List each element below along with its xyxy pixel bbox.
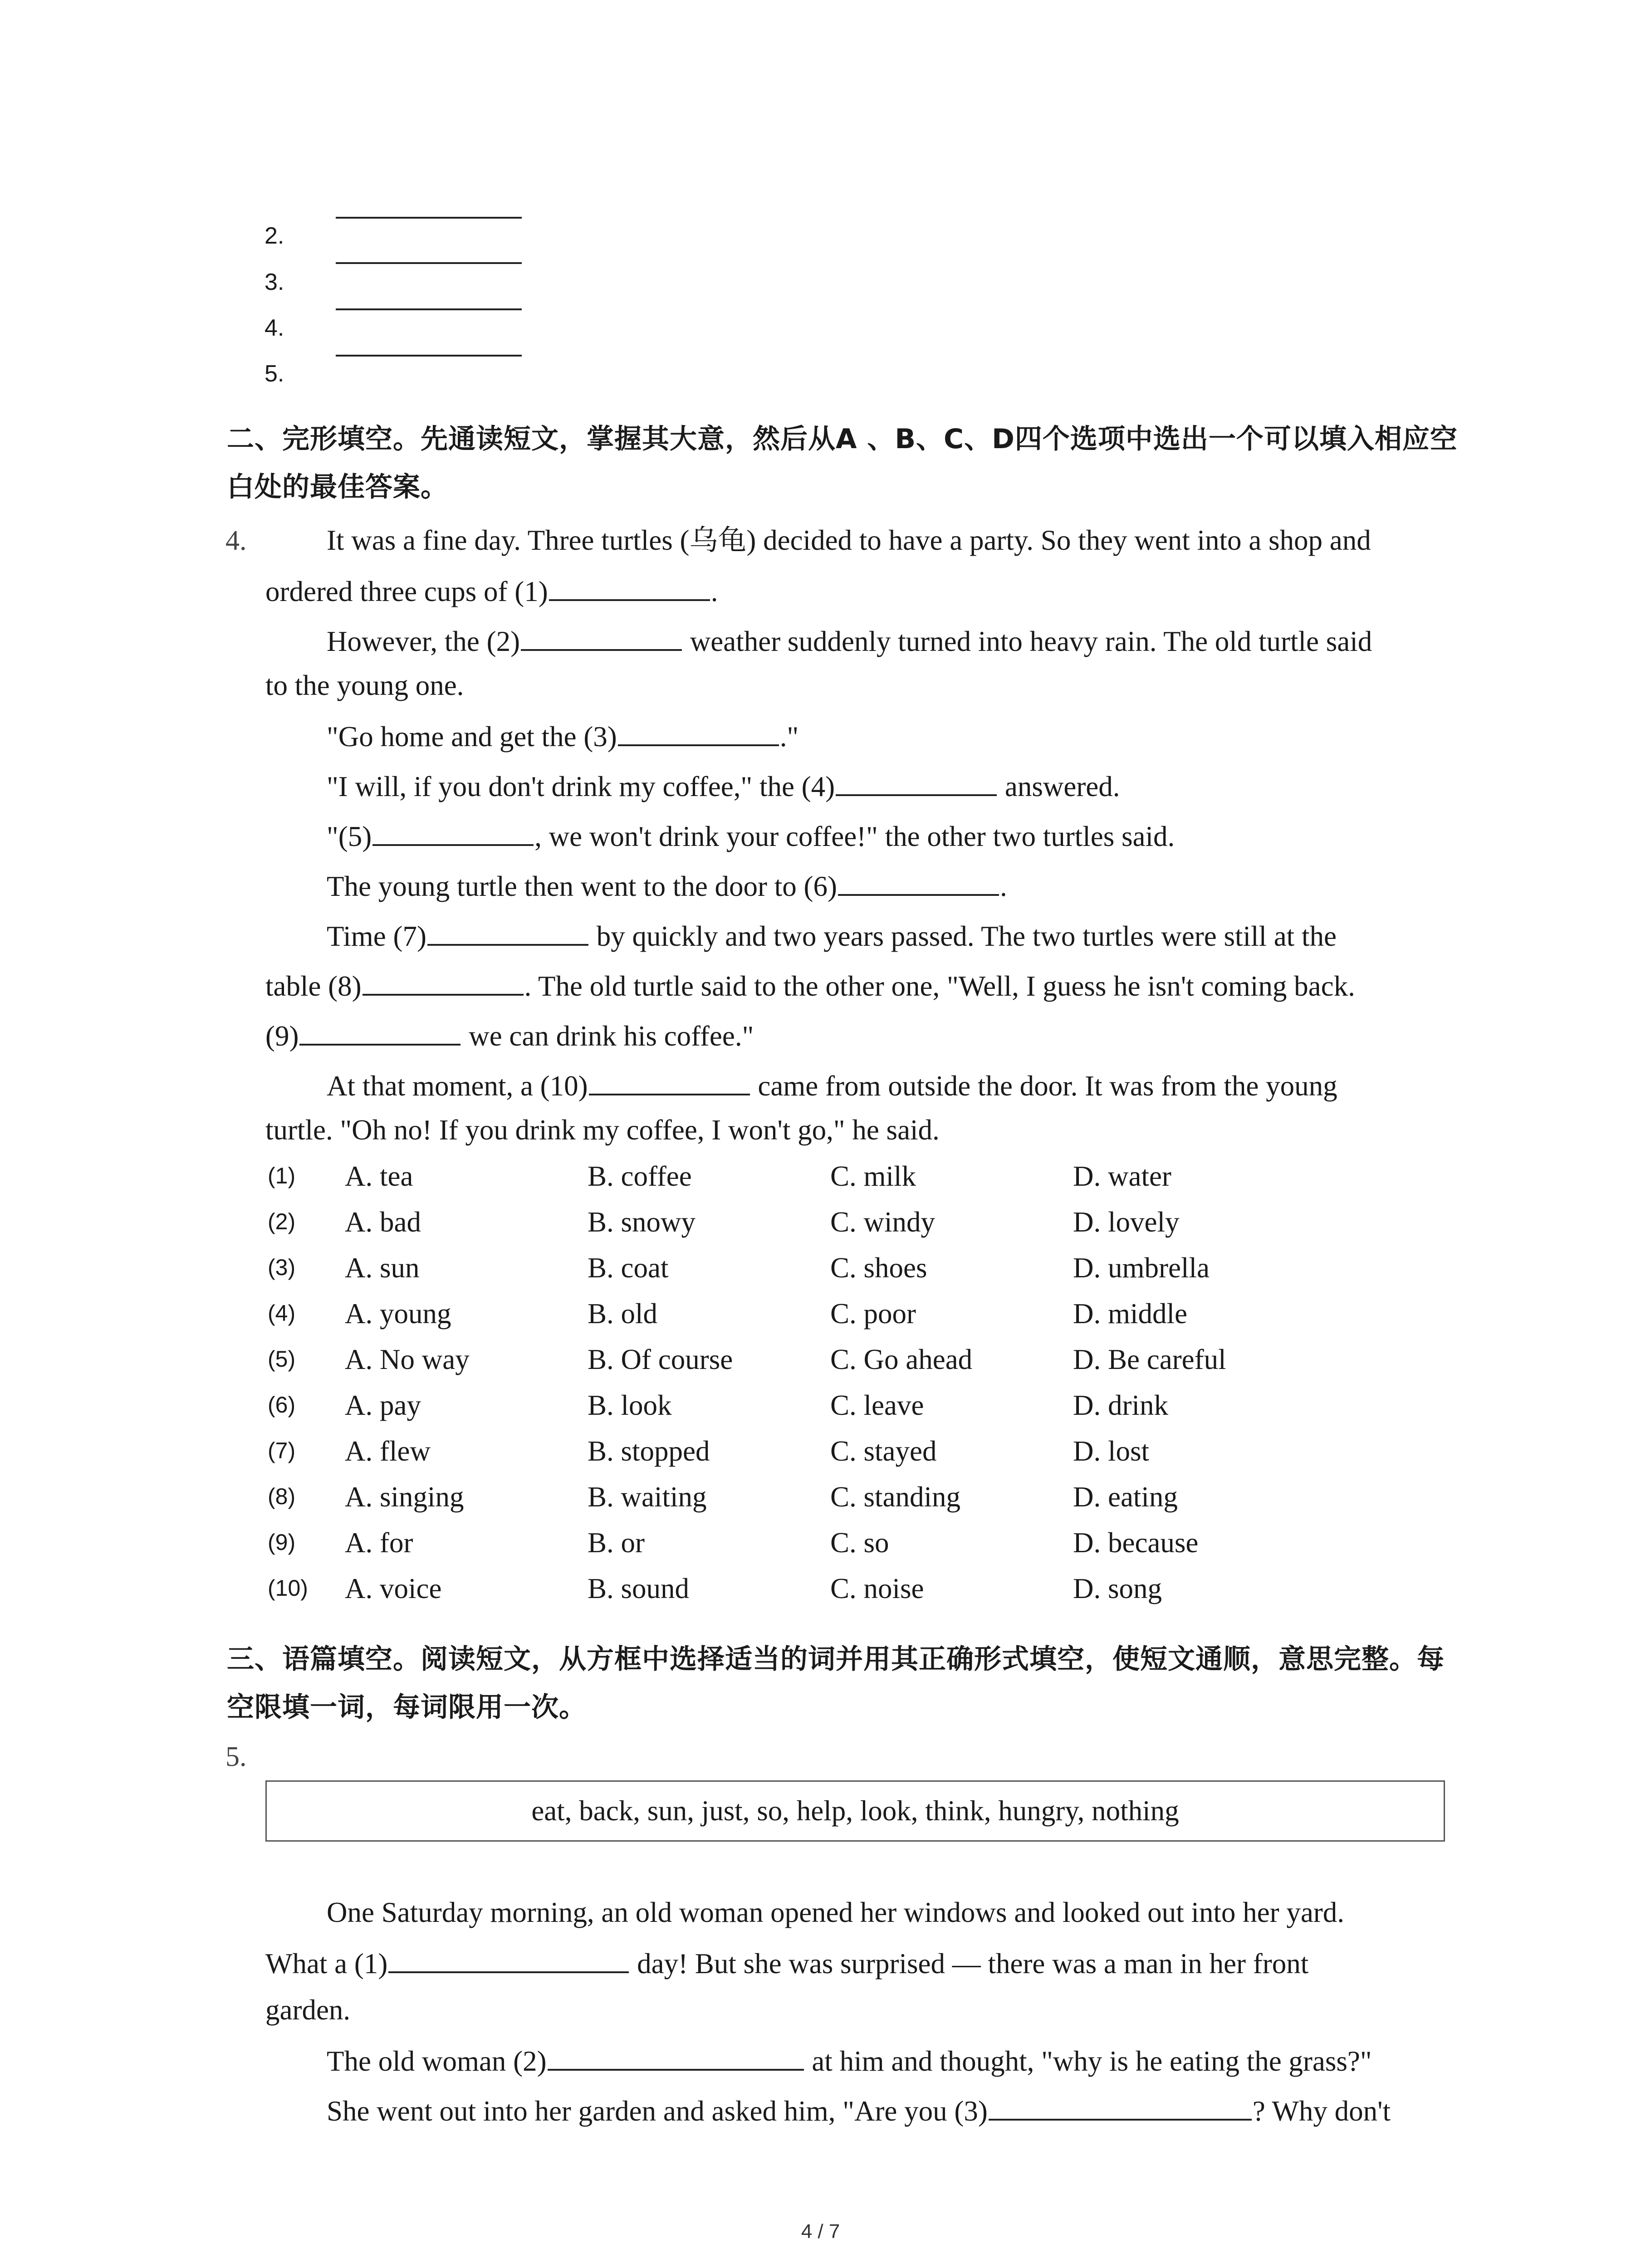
answer-blank[interactable]: [362, 968, 524, 996]
option-d[interactable]: D. middle: [1073, 1298, 1187, 1330]
option-d[interactable]: D. because: [1073, 1527, 1199, 1559]
answer-blank[interactable]: [388, 1946, 629, 1973]
passage-line: "(5) , we won't drink your coffee!" the other two turtles said.: [327, 819, 1175, 853]
passage-line: garden.: [265, 1994, 351, 2026]
passage-line: turtle. "Oh no! If you drink my coffee, I won't go," he said.: [265, 1114, 940, 1146]
blank-number: 4.: [265, 315, 284, 341]
option-a[interactable]: A. No way: [345, 1344, 470, 1375]
passage-line: What a (1) day! But she was surprised — there was a man in her front: [265, 1946, 1308, 1980]
option-row-label: (6): [268, 1392, 296, 1418]
answer-blank[interactable]: [521, 624, 682, 651]
answer-blank[interactable]: [299, 1018, 460, 1046]
answer-blank[interactable]: [336, 308, 522, 310]
answer-blank[interactable]: [589, 1068, 750, 1095]
option-row-label: (5): [268, 1346, 296, 1372]
option-c[interactable]: C. leave: [830, 1389, 924, 1421]
option-a[interactable]: A. tea: [345, 1160, 413, 1192]
answer-blank[interactable]: [548, 2043, 804, 2071]
option-a[interactable]: A. young: [345, 1298, 451, 1330]
option-c[interactable]: C. stayed: [830, 1435, 937, 1467]
passage-line: She went out into her garden and asked him, "Are you (3) ? Why don't: [327, 2093, 1391, 2127]
passage-line: However, the (2) weather suddenly turned into heavy rain. The old turtle said: [327, 624, 1372, 658]
option-b[interactable]: B. coffee: [588, 1160, 692, 1192]
answer-blank[interactable]: [838, 869, 999, 896]
passage-line: (9) we can drink his coffee.": [265, 1018, 754, 1052]
answer-blank[interactable]: [989, 2093, 1252, 2121]
option-a[interactable]: A. singing: [345, 1481, 464, 1513]
option-row-label: (9): [268, 1530, 296, 1555]
blank-number: 3.: [265, 269, 284, 295]
option-d[interactable]: D. umbrella: [1073, 1252, 1210, 1284]
option-d[interactable]: D. water: [1073, 1160, 1171, 1192]
passage-line: The young turtle then went to the door to (6) .: [327, 869, 1007, 903]
option-row-label: (1): [268, 1163, 296, 1188]
passage-line: At that moment, a (10) came from outside the door. It was from the young: [327, 1068, 1337, 1102]
option-a[interactable]: A. flew: [345, 1435, 431, 1467]
answer-blank[interactable]: [336, 217, 522, 219]
option-row-label: (7): [268, 1438, 296, 1463]
blank-number: 2.: [265, 223, 284, 249]
option-d[interactable]: D. lost: [1073, 1435, 1150, 1467]
option-c[interactable]: C. Go ahead: [830, 1344, 973, 1375]
option-row-label: (10): [268, 1575, 308, 1601]
option-b[interactable]: B. snowy: [588, 1206, 696, 1238]
option-a[interactable]: A. for: [345, 1527, 413, 1559]
word-box-text: eat, back, sun, just, so, help, look, think, hungry, nothing: [531, 1795, 1179, 1827]
passage-line: table (8) . The old turtle said to the other one, "Well, I guess he isn't coming back.: [265, 968, 1355, 1002]
option-d[interactable]: D. Be careful: [1073, 1344, 1226, 1375]
option-c[interactable]: C. milk: [830, 1160, 916, 1192]
option-c[interactable]: C. noise: [830, 1573, 924, 1604]
option-row-label: (4): [268, 1300, 296, 1326]
answer-blank[interactable]: [549, 574, 710, 601]
option-a[interactable]: A. pay: [345, 1389, 421, 1421]
passage-line: ordered three cups of (1) .: [265, 574, 718, 608]
section-heading-cloze: 二、完形填空。先通读短文，掌握其大意，然后从A 、B、C、D四个选项中选出一个可以填入相应空白处的最佳答案。: [227, 423, 1458, 503]
passage-line: "Go home and get the (3) .": [327, 719, 798, 753]
passage-line: It was a fine day. Three turtles (乌龟) decided to have a party. So they went into a shop and: [327, 524, 1371, 556]
option-row-label: (8): [268, 1484, 296, 1509]
passage-line: The old woman (2) at him and thought, "why is he eating the grass?": [327, 2043, 1372, 2077]
answer-blank[interactable]: [618, 719, 779, 746]
option-c[interactable]: C. so: [830, 1527, 889, 1559]
section-heading-passage-fill: 三、语篇填空。阅读短文，从方框中选择适当的词并用其正确形式填空，使短文通顺，意思完整。每空限填一词，每词限用一次。: [227, 1643, 1445, 1723]
option-b[interactable]: B. look: [588, 1389, 672, 1421]
option-d[interactable]: D. drink: [1073, 1389, 1168, 1421]
option-d[interactable]: D. lovely: [1073, 1206, 1180, 1238]
passage-line: One Saturday morning, an old woman opened her windows and looked out into her yard.: [327, 1897, 1345, 1928]
option-c[interactable]: C. windy: [830, 1206, 936, 1238]
passage-line: Time (7) by quickly and two years passed. The two turtles were still at the: [327, 919, 1337, 953]
question-number: 4.: [225, 525, 247, 556]
option-row-label: (3): [268, 1255, 296, 1280]
answer-blank[interactable]: [336, 355, 522, 357]
page-number: 4 / 7: [801, 2220, 840, 2243]
option-b[interactable]: B. stopped: [588, 1435, 710, 1467]
answer-blank[interactable]: [427, 919, 588, 946]
word-box: [265, 1780, 1445, 1842]
option-a[interactable]: A. sun: [345, 1252, 420, 1284]
answer-blank[interactable]: [836, 769, 997, 796]
answer-blank[interactable]: [336, 262, 522, 264]
passage-line: to the young one.: [265, 670, 464, 701]
option-b[interactable]: B. coat: [588, 1252, 669, 1284]
passage-line: "I will, if you don't drink my coffee," the (4) answered.: [327, 769, 1120, 803]
answer-blank[interactable]: [372, 819, 534, 846]
option-d[interactable]: D. song: [1073, 1573, 1162, 1604]
option-c[interactable]: C. standing: [830, 1481, 961, 1513]
option-c[interactable]: C. shoes: [830, 1252, 927, 1284]
option-d[interactable]: D. eating: [1073, 1481, 1178, 1513]
question-number: 5.: [225, 1741, 247, 1772]
option-b[interactable]: B. waiting: [588, 1481, 707, 1513]
option-b[interactable]: B. or: [588, 1527, 645, 1559]
option-a[interactable]: A. bad: [345, 1206, 421, 1238]
option-c[interactable]: C. poor: [830, 1298, 916, 1330]
blank-number: 5.: [265, 361, 284, 387]
option-b[interactable]: B. old: [588, 1298, 658, 1330]
option-row-label: (2): [268, 1209, 296, 1234]
option-a[interactable]: A. voice: [345, 1573, 442, 1604]
option-b[interactable]: B. Of course: [588, 1344, 733, 1375]
option-b[interactable]: B. sound: [588, 1573, 690, 1604]
